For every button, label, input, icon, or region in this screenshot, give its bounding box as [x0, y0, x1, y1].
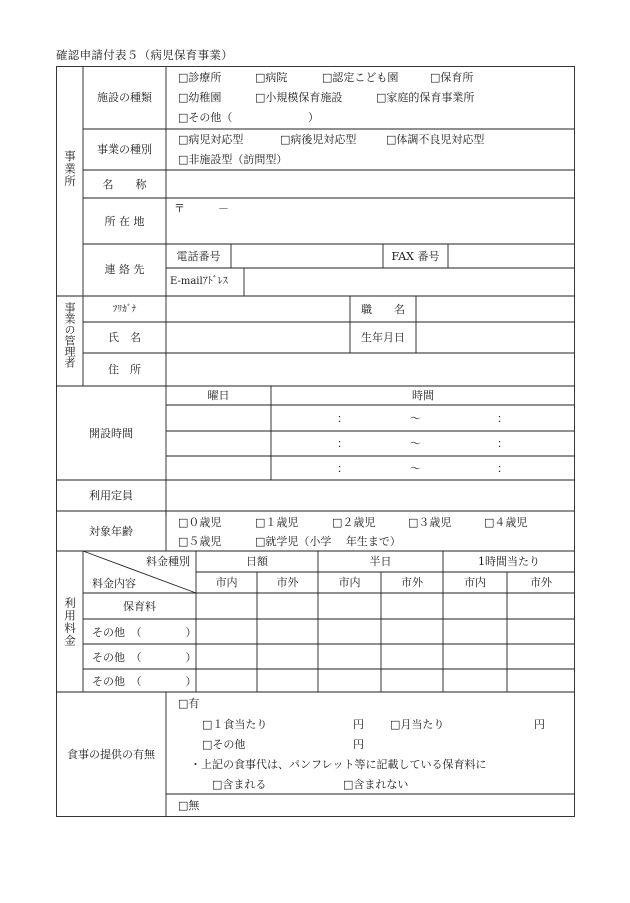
hours-row1-colon-end: ：: [497, 412, 508, 425]
position-label: 職 名: [361, 303, 405, 316]
hours-row2-colon-start: ：: [337, 437, 348, 450]
manager-section-label: 事業の管理者: [63, 302, 76, 368]
business-type-label: 事業の種別: [97, 143, 152, 156]
hours-row3-colon-start: ：: [337, 462, 348, 475]
option-clinic[interactable]: □診療所: [178, 71, 222, 84]
option-facility-other[interactable]: □その他（: [178, 111, 233, 124]
capacity-label: 利用定員: [89, 489, 133, 502]
option-meals-no[interactable]: □無: [178, 799, 200, 812]
fee-content-header: 料金内容: [92, 577, 136, 590]
option-meals-yes[interactable]: □有: [178, 697, 200, 710]
option-age-1[interactable]: □１歳児: [255, 516, 299, 529]
hours-row1-colon-start: ：: [337, 412, 348, 425]
application-form-table: [56, 66, 575, 817]
option-per-meal[interactable]: □１食当たり: [202, 718, 268, 731]
option-per-month[interactable]: □月当たり: [390, 718, 445, 731]
facility-other-close-paren: ）: [308, 111, 319, 124]
meals-label: 食事の提供の有無: [67, 748, 155, 761]
phone-label: 電話番号: [176, 250, 221, 263]
hours-row3-colon-end: ：: [497, 462, 508, 475]
option-age-3[interactable]: □３歳児: [408, 516, 452, 529]
option-small-nursery[interactable]: □小規模保育施設: [255, 91, 343, 104]
ages-label: 対象年齢: [89, 525, 133, 538]
fees-section-label: 利用料金: [63, 597, 77, 647]
other-fee-row-3-label: その他 （ ）: [92, 675, 197, 688]
option-school-age[interactable]: □就学児（小学 年生まで）: [255, 535, 401, 548]
option-hospital[interactable]: □病院: [255, 71, 288, 84]
option-meal-other[interactable]: □その他: [202, 738, 246, 751]
option-sick-child[interactable]: □病児対応型: [178, 133, 244, 146]
per-month-yen: 円: [534, 718, 545, 731]
meal-other-yen: 円: [353, 738, 364, 751]
document-title: 確認申請付表５（病児保育事業）: [56, 48, 233, 62]
option-age-5[interactable]: □５歳児: [178, 535, 222, 548]
hours-label: 開設時間: [89, 427, 133, 440]
postal-code-mark: 〒 －: [174, 202, 229, 215]
group-hourly: 1時間当たり: [478, 555, 540, 568]
hours-row3-tilde: ～: [410, 462, 421, 475]
office-name-label: 名 称: [102, 178, 147, 191]
facility-type-label: 施設の種類: [97, 91, 152, 104]
option-unwell-child[interactable]: □体調不良児対応型: [386, 133, 485, 146]
daily-out-city-header: 市外: [276, 576, 299, 589]
option-age-2[interactable]: □２歳児: [332, 516, 376, 529]
contact-label: 連 絡 先: [104, 263, 145, 276]
option-kindergarten[interactable]: □幼稚園: [178, 91, 222, 104]
half-out-city-header: 市外: [401, 576, 423, 589]
group-daily: 日額: [246, 555, 268, 568]
hours-row1-tilde: ～: [410, 412, 421, 425]
fee-type-header: 料金種別: [146, 555, 190, 568]
option-meals-included[interactable]: □含まれる: [212, 778, 267, 791]
childcare-fee-row-label: 保育料: [123, 600, 156, 613]
option-age-4[interactable]: □４歳児: [484, 516, 528, 529]
email-label: E-mailｱﾄﾞﾚｽ: [170, 276, 228, 287]
option-meals-not-included[interactable]: □含まれない: [343, 778, 409, 791]
option-family-nursery[interactable]: □家庭的保育事業所: [376, 91, 475, 104]
hourly-in-city-header: 市内: [464, 576, 486, 589]
office-address-label: 所 在 地: [104, 215, 145, 228]
birthdate-label: 生年月日: [361, 331, 405, 344]
half-in-city-header: 市内: [338, 576, 361, 589]
option-post-sick-child[interactable]: □病後児対応型: [280, 133, 357, 146]
option-age-0[interactable]: □０歳児: [178, 516, 222, 529]
furigana-label: ﾌﾘｶﾞﾅ: [112, 304, 137, 315]
manager-name-label: 氏 名: [108, 331, 141, 344]
office-section-label: 事業所: [63, 150, 77, 188]
group-half-day: 半日: [369, 555, 392, 568]
manager-address-label: 住 所: [108, 363, 141, 376]
hours-row2-colon-end: ：: [497, 437, 508, 450]
daily-in-city-header: 市内: [215, 576, 238, 589]
per-meal-yen: 円: [353, 718, 364, 731]
option-kodomoen[interactable]: □認定こども園: [322, 71, 399, 84]
hours-row2-tilde: ～: [410, 437, 421, 450]
time-header: 時間: [412, 389, 434, 402]
other-fee-row-2-label: その他 （ ）: [92, 651, 197, 664]
other-fee-row-1-label: その他 （ ）: [92, 626, 197, 639]
fax-label: FAX 番号: [391, 250, 440, 263]
day-header: 曜日: [207, 389, 230, 402]
meal-fee-note: ・上記の食事代は、パンフレット等に記載している保育料に: [190, 758, 487, 771]
hourly-out-city-header: 市外: [530, 576, 552, 589]
option-visiting[interactable]: □非施設型（訪問型）: [178, 153, 288, 166]
option-nursery[interactable]: □保育所: [430, 71, 474, 84]
